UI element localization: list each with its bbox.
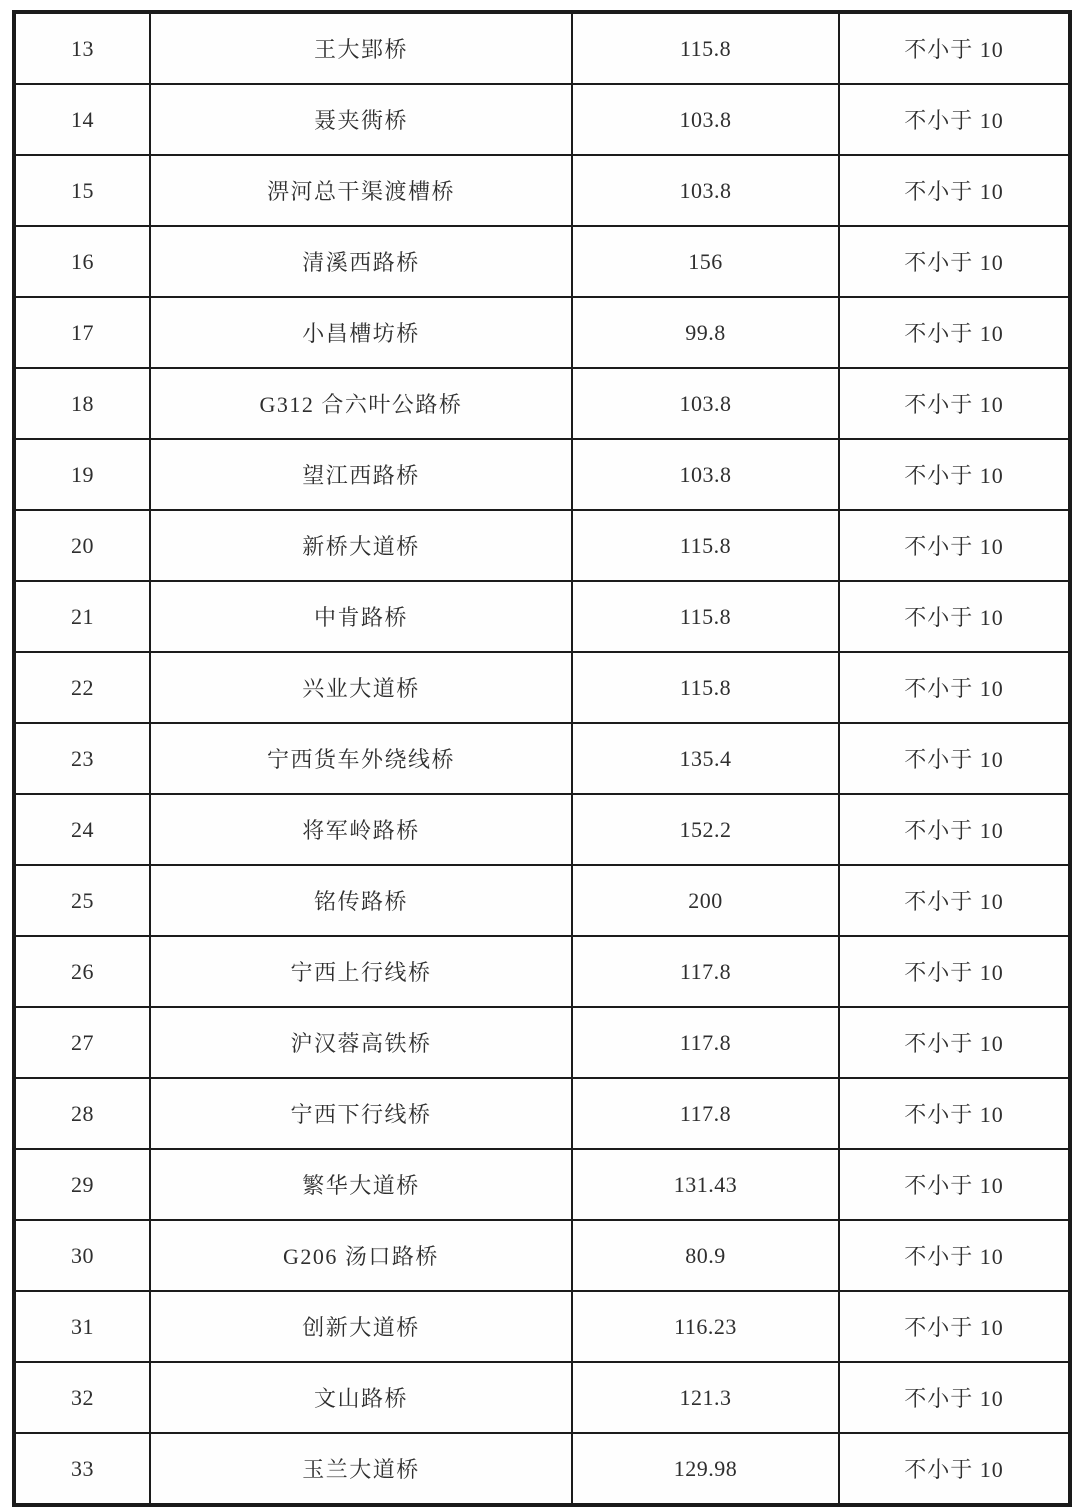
row-number-cell: 29 [14,1149,150,1220]
row-number-cell: 18 [14,368,150,439]
span-value-cell: 117.8 [572,1078,839,1149]
bridge-name-cell: G206 汤口路桥 [150,1220,572,1291]
row-number-cell: 25 [14,865,150,936]
bridge-name-cell: G312 合六叶公路桥 [150,368,572,439]
bridge-name-cell: 沪汉蓉高铁桥 [150,1007,572,1078]
span-value-cell: 129.98 [572,1433,839,1505]
table-row [14,865,1070,936]
row-number-cell: 14 [14,84,150,155]
table-row [14,936,1070,1007]
row-number-cell: 27 [14,1007,150,1078]
bridge-name-cell: 清溪西路桥 [150,226,572,297]
requirement-cell: 不小于 10 [839,84,1070,155]
table-row [14,1291,1070,1362]
span-value-cell: 121.3 [572,1362,839,1433]
row-number-cell: 22 [14,652,150,723]
row-number-cell: 21 [14,581,150,652]
span-value-cell: 131.43 [572,1149,839,1220]
row-number-cell: 19 [14,439,150,510]
row-number-cell: 16 [14,226,150,297]
span-value-cell: 103.8 [572,439,839,510]
requirement-cell: 不小于 10 [839,1078,1070,1149]
span-value-cell: 200 [572,865,839,936]
requirement-cell: 不小于 10 [839,652,1070,723]
span-value-cell: 156 [572,226,839,297]
table-row [14,723,1070,794]
row-number-cell: 26 [14,936,150,1007]
row-number-cell: 32 [14,1362,150,1433]
requirement-cell: 不小于 10 [839,439,1070,510]
requirement-cell: 不小于 10 [839,1291,1070,1362]
bridge-name-cell: 王大郢桥 [150,12,572,84]
span-value-cell: 80.9 [572,1220,839,1291]
table-row [14,226,1070,297]
row-number-cell: 33 [14,1433,150,1505]
requirement-cell: 不小于 10 [839,581,1070,652]
bridge-name-cell: 玉兰大道桥 [150,1433,572,1505]
requirement-cell: 不小于 10 [839,1007,1070,1078]
table-row [14,155,1070,226]
row-number-cell: 17 [14,297,150,368]
bridge-name-cell: 铭传路桥 [150,865,572,936]
requirement-cell: 不小于 10 [839,936,1070,1007]
table-row [14,12,1070,84]
table-row [14,1007,1070,1078]
requirement-cell: 不小于 10 [839,1362,1070,1433]
bridge-name-cell: 将军岭路桥 [150,794,572,865]
table-row [14,1433,1070,1505]
span-value-cell: 115.8 [572,12,839,84]
span-value-cell: 117.8 [572,936,839,1007]
span-value-cell: 135.4 [572,723,839,794]
span-value-cell: 116.23 [572,1291,839,1362]
span-value-cell: 103.8 [572,155,839,226]
row-number-cell: 20 [14,510,150,581]
bridge-name-cell: 文山路桥 [150,1362,572,1433]
span-value-cell: 103.8 [572,84,839,155]
table-row [14,1220,1070,1291]
bridge-table-body [14,12,1070,1505]
table-row [14,581,1070,652]
requirement-cell: 不小于 10 [839,1433,1070,1505]
row-number-cell: 28 [14,1078,150,1149]
bridge-table [12,10,1072,1507]
requirement-cell: 不小于 10 [839,723,1070,794]
requirement-cell: 不小于 10 [839,155,1070,226]
table-row [14,84,1070,155]
span-value-cell: 103.8 [572,368,839,439]
row-number-cell: 24 [14,794,150,865]
bridge-name-cell: 聂夹衖桥 [150,84,572,155]
row-number-cell: 23 [14,723,150,794]
bridge-name-cell: 创新大道桥 [150,1291,572,1362]
requirement-cell: 不小于 10 [839,297,1070,368]
requirement-cell: 不小于 10 [839,1149,1070,1220]
span-value-cell: 115.8 [572,652,839,723]
row-number-cell: 13 [14,12,150,84]
bridge-name-cell: 宁西货车外绕线桥 [150,723,572,794]
requirement-cell: 不小于 10 [839,226,1070,297]
span-value-cell: 99.8 [572,297,839,368]
table-row [14,1362,1070,1433]
table-row [14,368,1070,439]
requirement-cell: 不小于 10 [839,368,1070,439]
bridge-name-cell: 中肯路桥 [150,581,572,652]
bridge-name-cell: 新桥大道桥 [150,510,572,581]
requirement-cell: 不小于 10 [839,510,1070,581]
table-row [14,510,1070,581]
span-value-cell: 115.8 [572,581,839,652]
table-row [14,439,1070,510]
requirement-cell: 不小于 10 [839,1220,1070,1291]
bridge-name-cell: 宁西下行线桥 [150,1078,572,1149]
table-row [14,297,1070,368]
row-number-cell: 15 [14,155,150,226]
bridge-name-cell: 望江西路桥 [150,439,572,510]
span-value-cell: 117.8 [572,1007,839,1078]
bridge-name-cell: 繁华大道桥 [150,1149,572,1220]
requirement-cell: 不小于 10 [839,12,1070,84]
table-row [14,652,1070,723]
span-value-cell: 115.8 [572,510,839,581]
requirement-cell: 不小于 10 [839,794,1070,865]
table-row [14,1078,1070,1149]
table-row [14,1149,1070,1220]
row-number-cell: 31 [14,1291,150,1362]
bridge-name-cell: 宁西上行线桥 [150,936,572,1007]
requirement-cell: 不小于 10 [839,865,1070,936]
bridge-name-cell: 淠河总干渠渡槽桥 [150,155,572,226]
row-number-cell: 30 [14,1220,150,1291]
bridge-name-cell: 小昌槽坊桥 [150,297,572,368]
bridge-name-cell: 兴业大道桥 [150,652,572,723]
span-value-cell: 152.2 [572,794,839,865]
table-row [14,794,1070,865]
